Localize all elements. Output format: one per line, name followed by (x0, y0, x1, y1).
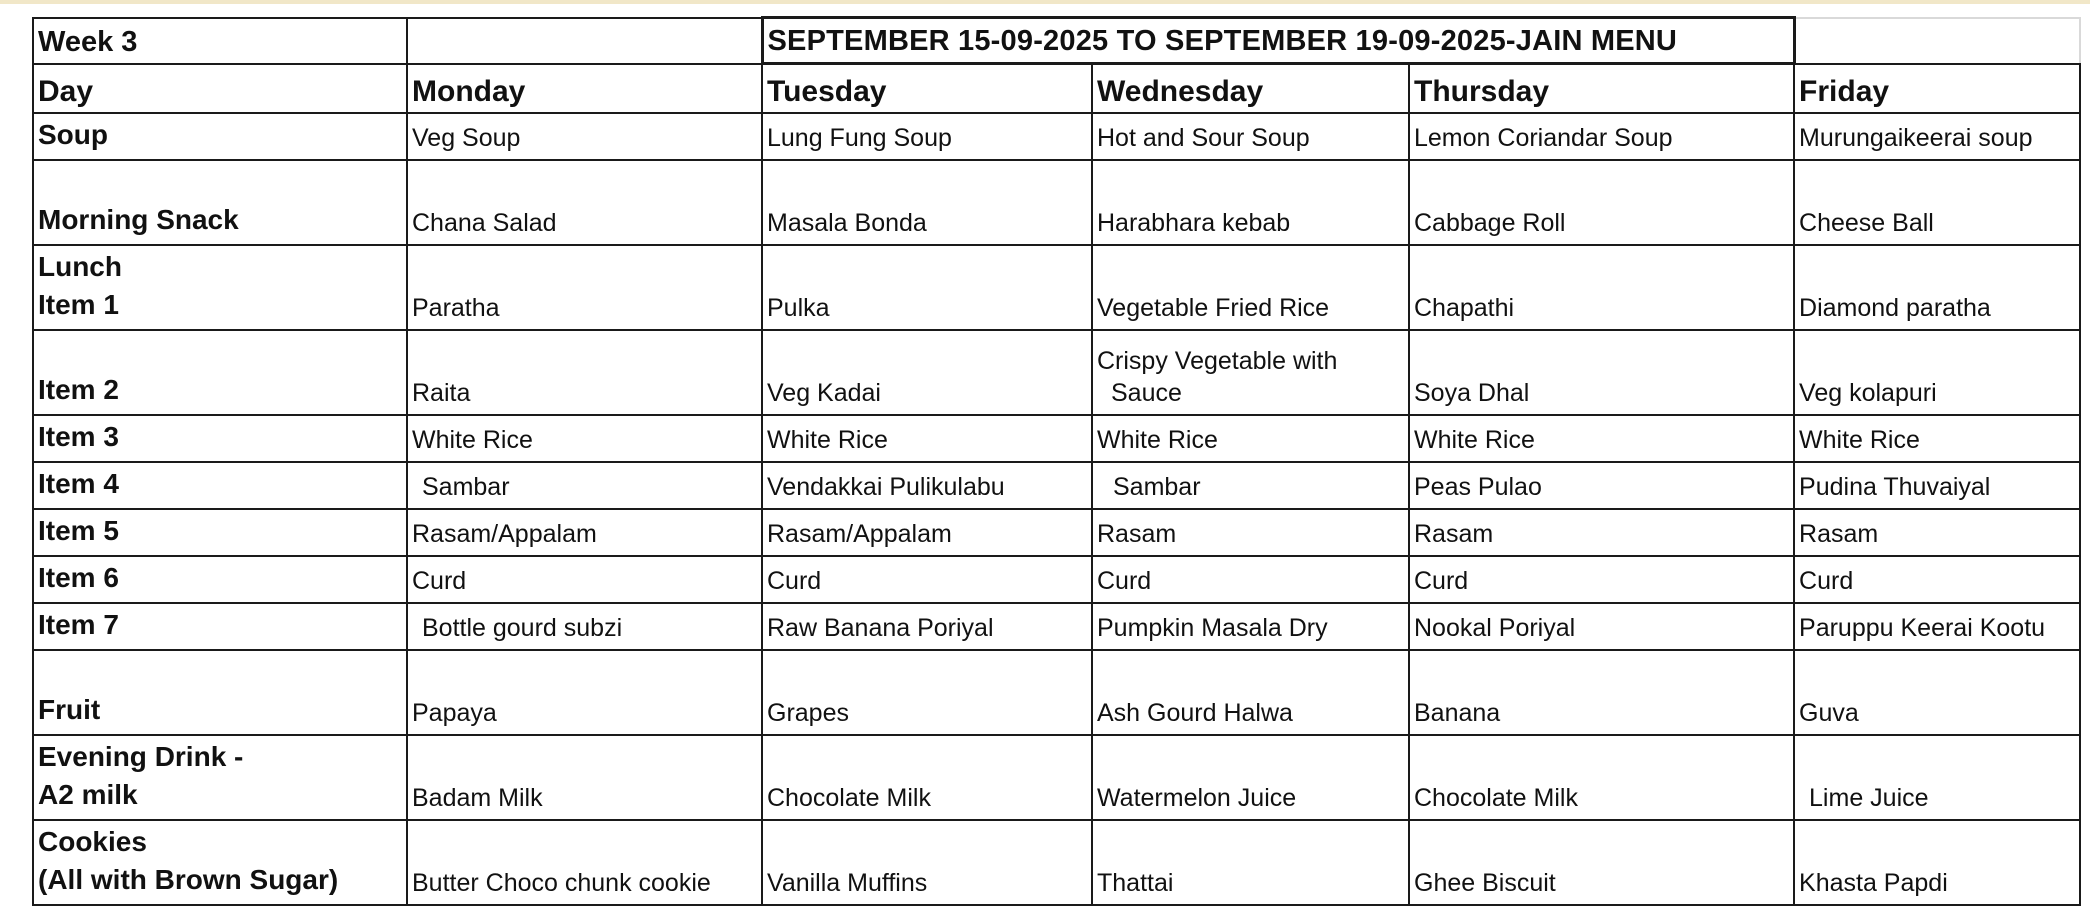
table-row-item-3 (33, 415, 2080, 462)
cell-thursday: Chocolate Milk (1409, 735, 1794, 820)
row-label-item-1 (33, 245, 407, 330)
jain-menu-table (32, 16, 2081, 906)
cell-friday: Pudina Thuvaiyal (1794, 462, 2080, 509)
header-monday: Monday (407, 64, 762, 114)
cell-thursday: Curd (1409, 556, 1794, 603)
table-row-fruit (33, 650, 2080, 735)
cell-wednesday: Watermelon Juice (1092, 735, 1409, 820)
cell-friday: Guva (1794, 650, 2080, 735)
cell-wednesday: White Rice (1092, 415, 1409, 462)
cell-thursday: Soya Dhal (1409, 330, 1794, 415)
day-column-header: Day (33, 64, 407, 114)
cell-monday: Bottle gourd subzi (407, 603, 762, 650)
cell-monday: Raita (407, 330, 762, 415)
cell-monday: Badam Milk (407, 735, 762, 820)
cell-tuesday: Grapes (762, 650, 1092, 735)
row-label-morning-snack: Morning Snack (33, 160, 407, 245)
row-label-line: Lunch (38, 251, 122, 282)
table-row-cookies (33, 820, 2080, 905)
cell-friday: Lime Juice (1794, 735, 2080, 820)
cell-friday: Veg kolapuri (1794, 330, 2080, 415)
row-label-soup: Soup (33, 113, 407, 160)
table-row-evening-drink (33, 735, 2080, 820)
cell-monday: White Rice (407, 415, 762, 462)
cell-line: Sauce (1111, 379, 1182, 407)
cell-thursday: Rasam (1409, 509, 1794, 556)
cell-tuesday: Rasam/Appalam (762, 509, 1092, 556)
row-label-line: Evening Drink - (38, 741, 244, 772)
cell-thursday: Banana (1409, 650, 1794, 735)
cell-wednesday (1092, 330, 1409, 415)
cell-monday: Paratha (407, 245, 762, 330)
table-row-item-6 (33, 556, 2080, 603)
cell-tuesday: Veg Kadai (762, 330, 1092, 415)
row-label-line: Item 1 (38, 289, 119, 320)
cell-line: Crispy Vegetable with (1097, 347, 1338, 375)
cell-thursday: Nookal Poriyal (1409, 603, 1794, 650)
table-row-morning-snack (33, 160, 2080, 245)
cell-friday: Curd (1794, 556, 2080, 603)
cell-wednesday: Harabhara kebab (1092, 160, 1409, 245)
cell-wednesday: Thattai (1092, 820, 1409, 905)
cell-friday: Murungaikeerai soup (1794, 113, 2080, 160)
cell-thursday: Peas Pulao (1409, 462, 1794, 509)
cell-monday: Chana Salad (407, 160, 762, 245)
cell-tuesday: Curd (762, 556, 1092, 603)
table-row-item-5 (33, 509, 2080, 556)
cell-friday: Cheese Ball (1794, 160, 2080, 245)
row-label-item-4: Item 4 (33, 462, 407, 509)
day-header-row (33, 64, 2080, 114)
cell-tuesday: Lung Fung Soup (762, 113, 1092, 160)
cell-tuesday: Raw Banana Poriyal (762, 603, 1092, 650)
cell-friday: Khasta Papdi (1794, 820, 2080, 905)
cell-thursday: Lemon Coriandar Soup (1409, 113, 1794, 160)
cell-friday: Diamond paratha (1794, 245, 2080, 330)
table-row-item-2 (33, 330, 2080, 415)
row-label-item-2: Item 2 (33, 330, 407, 415)
cell-wednesday: Rasam (1092, 509, 1409, 556)
header-friday: Friday (1794, 64, 2080, 114)
row-label-item-7: Item 7 (33, 603, 407, 650)
cell-wednesday: Curd (1092, 556, 1409, 603)
row-label-item-6: Item 6 (33, 556, 407, 603)
table-row-item-7 (33, 603, 2080, 650)
cell-wednesday: Sambar (1092, 462, 1409, 509)
cell-thursday: Ghee Biscuit (1409, 820, 1794, 905)
cell-tuesday: Vendakkai Pulikulabu (762, 462, 1092, 509)
row-label-line: Cookies (38, 826, 147, 857)
cell-tuesday: Pulka (762, 245, 1092, 330)
cell-friday: Paruppu Keerai Kootu (1794, 603, 2080, 650)
row-label-item-5: Item 5 (33, 509, 407, 556)
cell-thursday: Cabbage Roll (1409, 160, 1794, 245)
cell-wednesday: Hot and Sour Soup (1092, 113, 1409, 160)
header-tuesday: Tuesday (762, 64, 1092, 114)
cell-tuesday: White Rice (762, 415, 1092, 462)
cell-monday: Papaya (407, 650, 762, 735)
row-label-line: A2 milk (38, 779, 138, 810)
row-label-fruit: Fruit (33, 650, 407, 735)
top-edge-strip (0, 0, 2090, 4)
table-row-item-1 (33, 245, 2080, 330)
cell-wednesday: Pumpkin Masala Dry (1092, 603, 1409, 650)
header-wednesday: Wednesday (1092, 64, 1409, 114)
row-label-line: (All with Brown Sugar) (38, 864, 339, 895)
cell-monday: Butter Choco chunk cookie (407, 820, 762, 905)
cell-thursday: White Rice (1409, 415, 1794, 462)
menu-title: SEPTEMBER 15-09-2025 TO SEPTEMBER 19-09-2025-JAIN MENU (762, 18, 1794, 64)
row-label-item-3: Item 3 (33, 415, 407, 462)
week-label: Week 3 (33, 18, 407, 64)
cell-monday: Sambar (407, 462, 762, 509)
cell-tuesday: Masala Bonda (762, 160, 1092, 245)
blank-cell (407, 18, 762, 64)
row-label-cookies (33, 820, 407, 905)
cell-monday: Rasam/Appalam (407, 509, 762, 556)
cell-wednesday: Ash Gourd Halwa (1092, 650, 1409, 735)
cell-monday: Veg Soup (407, 113, 762, 160)
cell-monday: Curd (407, 556, 762, 603)
cell-tuesday: Vanilla Muffins (762, 820, 1092, 905)
cell-friday: White Rice (1794, 415, 2080, 462)
table-row-item-4 (33, 462, 2080, 509)
header-thursday: Thursday (1409, 64, 1794, 114)
blank-cell (1794, 18, 2080, 64)
cell-thursday: Chapathi (1409, 245, 1794, 330)
row-label-evening-drink (33, 735, 407, 820)
title-row (33, 18, 2080, 64)
table-row-soup (33, 113, 2080, 160)
cell-friday: Rasam (1794, 509, 2080, 556)
cell-wednesday: Vegetable Fried Rice (1092, 245, 1409, 330)
cell-tuesday: Chocolate Milk (762, 735, 1092, 820)
